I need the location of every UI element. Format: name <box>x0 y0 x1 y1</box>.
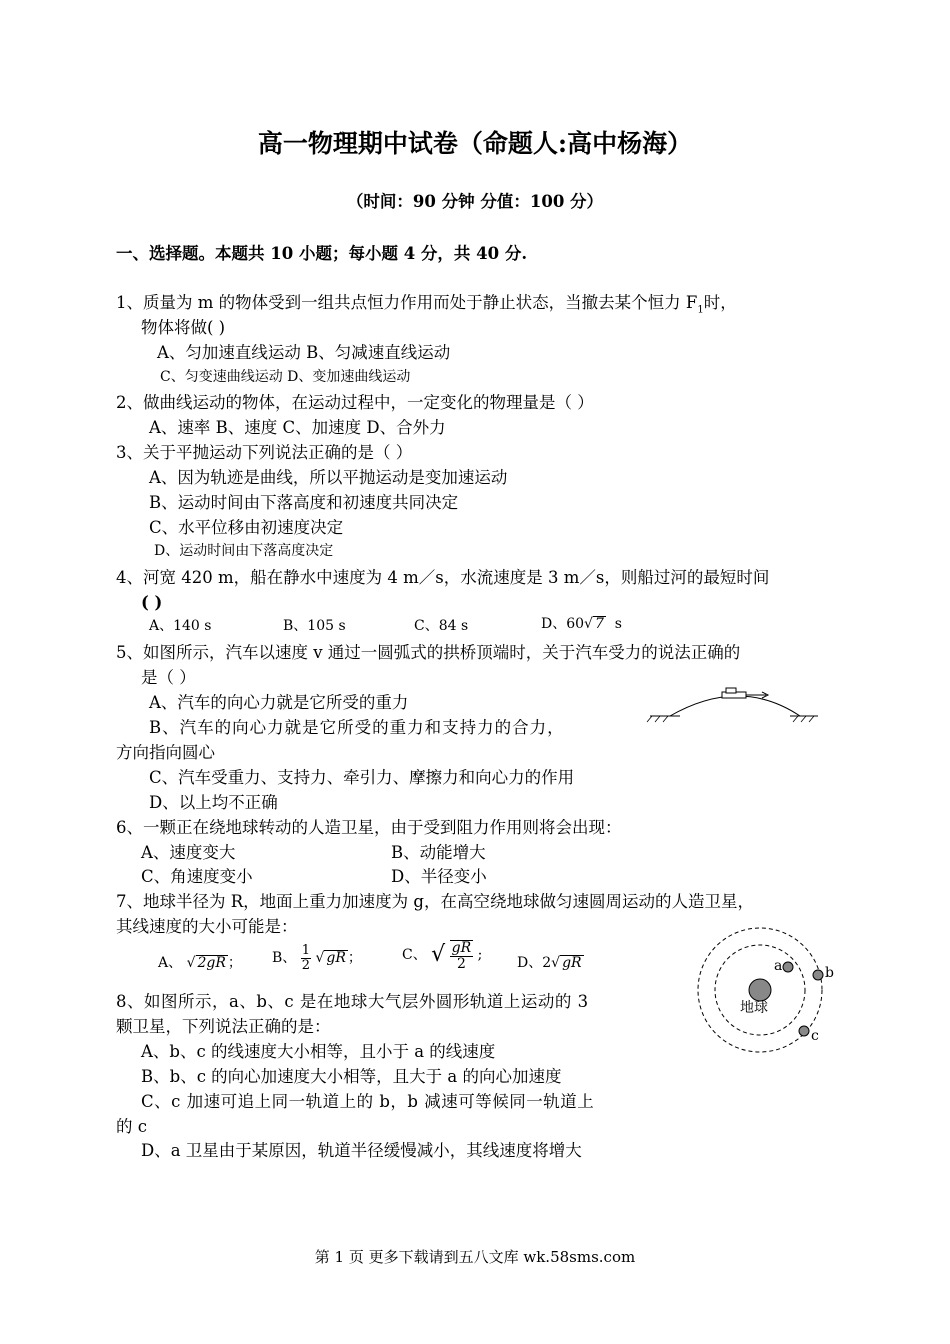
q8-stem: 8、如图所示，a、b、c 是在地球大气层外圆形轨道上运动的 3 <box>116 992 589 1011</box>
q2-options: A、速率 B、速度 C、加速度 D、合外力 <box>149 418 446 437</box>
q1-options-ab: A、匀加速直线运动 B、匀减速直线运动 <box>157 343 451 362</box>
q5-stem: 5、如图所示，汽车以速度 v 通过一圆弧式的拱桥顶端时，关于汽车受力的说法正确的 <box>116 643 741 662</box>
q4-paren: ( ) <box>141 593 163 612</box>
q7-stem-cont: 其线速度的大小可能是： <box>116 917 298 936</box>
satellite-a-label: a <box>774 958 783 974</box>
q6-stem: 6、一颗正在绕地球转动的人造卫星，由于受到阻力作用则将会出现： <box>116 818 622 837</box>
q3-option-c: C、水平位移由初速度决定 <box>149 518 344 537</box>
section-heading: 一、选择题。本题共 10 小题；每小题 4 分，共 40 分. <box>116 244 528 263</box>
q3-option-a: A、因为轨迹是曲线，所以平抛运动是变加速运动 <box>149 468 508 487</box>
q7-stem: 7、地球半径为 R，地面上重力加速度为 g，在高空绕地球做匀速圆周运动的人造卫星， <box>116 892 754 911</box>
q7-option-b: B、 $\frac{1}{2}$ √ gR ； <box>272 943 362 973</box>
q8-option-c-cont: 的 c <box>116 1117 147 1136</box>
q3-option-d: D、运动时间由下落高度决定 <box>154 543 334 559</box>
q1-stem-cont: 物体将做( ) <box>141 318 226 337</box>
earth-label: 地球 <box>740 1000 768 1016</box>
q6-option-d: D、半径变小 <box>391 867 487 886</box>
orbit-figure <box>694 918 834 1048</box>
earth-icon <box>749 979 771 1001</box>
satellite-b-icon <box>813 970 823 980</box>
q4-option-b: B、105 s <box>283 618 346 634</box>
q3-stem: 3、关于平抛运动下列说法正确的是（ ） <box>116 443 413 462</box>
page-footer: 第 1 页 更多下载请到五八文库 wk.58sms.com <box>314 1248 636 1266</box>
q7-option-d: D、2√ gR <box>517 955 582 971</box>
q6-option-c: C、角速度变小 <box>141 867 253 886</box>
q5-option-c: C、汽车受重力、支持力、牵引力、摩擦力和向心力的作用 <box>149 768 575 787</box>
satellite-c-icon <box>799 1026 809 1036</box>
q8-option-b: B、b、c 的向心加速度大小相等，且大于 a 的向心加速度 <box>141 1067 562 1086</box>
q7-option-c: C、 √ $\frac{gR}{2}$ ; <box>402 940 483 972</box>
q5-option-d: D、以上均不正确 <box>149 793 278 812</box>
q8-option-a: A、b、c 的线速度大小相等，且小于 a 的线速度 <box>141 1042 496 1061</box>
satellite-c-label: c <box>811 1028 819 1044</box>
q4-stem: 4、河宽 420 m，船在静水中速度为 4 m／s，水流速度是 3 m／s，则船过河的最短时间 <box>116 568 770 587</box>
q3-option-b: B、运动时间由下落高度和初速度共同决定 <box>149 493 459 512</box>
q4-option-a: A、140 s <box>149 618 212 634</box>
q5-option-b: B、汽车的向心力就是它所受的重力和支持力的合力， <box>149 718 565 737</box>
q4-option-c: C、84 s <box>414 618 469 634</box>
arch-bridge-figure <box>650 686 820 726</box>
exam-info: （时间：90 分钟 分值：100 分） <box>346 192 604 211</box>
q7-option-a: A、 √ 2gR ； <box>158 955 242 971</box>
q2-stem: 2、做曲线运动的物体，在运动过程中，一定变化的物理量是（ ） <box>116 393 594 412</box>
q4-option-d: D、60√ 7 s <box>541 616 622 632</box>
q5-option-a: A、汽车的向心力就是它所受的重力 <box>149 693 409 712</box>
q6-option-a: A、速度变大 <box>141 843 236 862</box>
satellite-b-label: b <box>825 965 834 981</box>
q1-options-cd: C、匀变速曲线运动 D、变加速曲线运动 <box>160 369 411 385</box>
q8-stem-cont: 颗卫星，下列说法正确的是： <box>116 1017 331 1036</box>
q1-stem: 1、质量为 m 的物体受到一组共点恒力作用而处于静止状态，当撤去某个恒力 $F_1$时， <box>116 293 737 316</box>
q8-option-d: D、a 卫星由于某原因，轨道半径缓慢减小，其线速度将增大 <box>141 1141 582 1160</box>
q5-option-b-cont: 方向指向圆心 <box>116 743 215 762</box>
q5-stem-cont: 是（ ） <box>141 668 196 687</box>
q8-option-c: C、c 加速可追上同一轨道上的 b，b 减速可等候同一轨道上 <box>141 1092 595 1111</box>
satellite-a-icon <box>783 962 793 972</box>
q6-option-b: B、动能增大 <box>391 843 486 862</box>
page-title: 高一物理期中试卷（命题人:高中杨海） <box>257 129 693 158</box>
